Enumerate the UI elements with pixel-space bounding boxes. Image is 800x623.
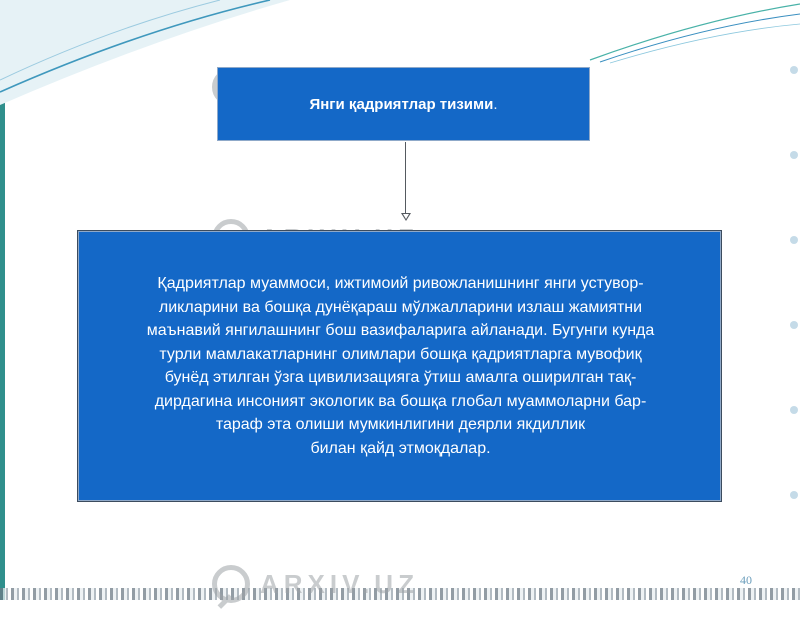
- body-line: маънавий янгилашнинг бош вазифаларига айланади. Бугунги кунда: [146, 322, 655, 339]
- body-line: Қадриятлар муаммоси, ижтимоий ривожланишнинг янги устувор-: [157, 275, 644, 292]
- body-line: билан қайд этмоқдалар.: [310, 439, 491, 457]
- arrow-head-fill: [403, 214, 409, 219]
- body-line: бунёд этилган ўзга цивилизацияга ўтиш амалга оширилган тақ-: [164, 369, 637, 386]
- title-period: .: [493, 95, 498, 113]
- title-text: Янги қадриятлар тизими: [309, 95, 494, 113]
- page-number: 40: [740, 573, 752, 587]
- watermark-text: ARXIV.UZ: [260, 569, 419, 599]
- title-box: [217, 67, 590, 141]
- top-right-wave-line-2: [600, 14, 800, 62]
- body-line: дирдагина инсоният экологик ва бошқа глобал муаммоларни бар-: [154, 392, 647, 410]
- right-edge-dot: [790, 236, 798, 244]
- right-edge-dot: [790, 491, 798, 499]
- body-line: тараф эта олиши мумкинлигини деярли якдиллик: [215, 416, 586, 433]
- right-edge-dot: [790, 151, 798, 159]
- connector-line: [405, 142, 406, 214]
- right-edge-dot: [790, 321, 798, 329]
- right-edge-dot: [790, 406, 798, 414]
- body-text: [79, 272, 722, 460]
- right-edge-dot: [790, 66, 798, 74]
- watermark: [212, 553, 419, 623]
- top-right-wave-line: [590, 4, 800, 60]
- body-box: [78, 231, 721, 501]
- body-line: ликларини ва бошқа дунёқараш мўлжалларини излаш жамиятни: [158, 298, 643, 316]
- body-line: турли мамлакатларнинг олимлари бошқа қадриятларга мувофиқ: [159, 345, 642, 363]
